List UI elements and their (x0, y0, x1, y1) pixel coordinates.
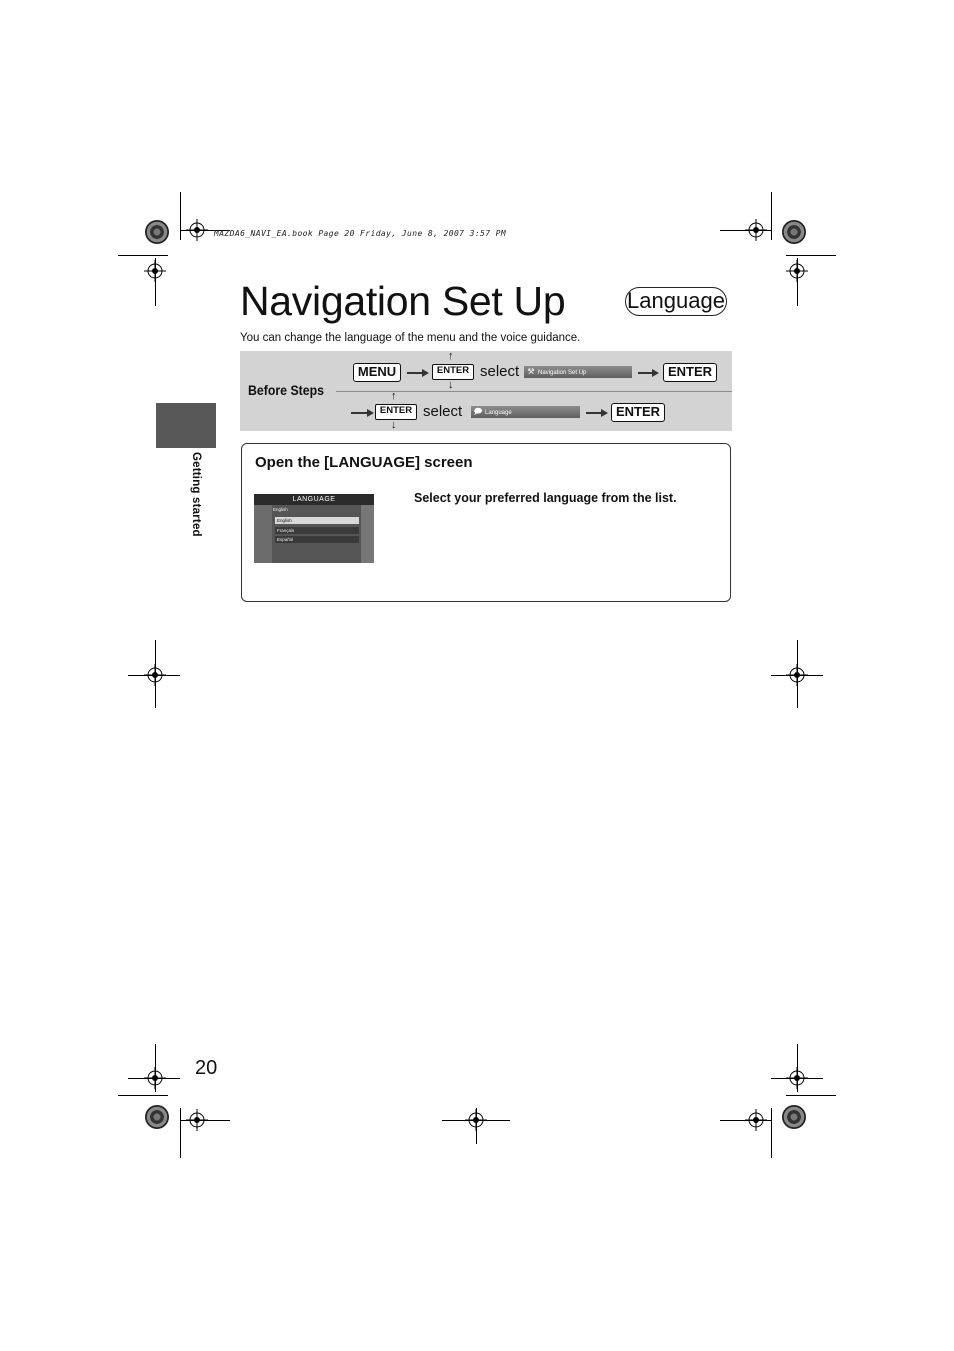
arrow-down-icon: ↓ (391, 419, 397, 431)
registration-mark-icon (786, 260, 808, 282)
chapter-label: Getting started (190, 452, 202, 537)
registration-mark-icon (745, 1109, 767, 1131)
before-steps-panel (240, 351, 732, 431)
registration-mark-icon (786, 664, 808, 686)
registration-mark-icon (786, 1067, 808, 1089)
select-word: select (423, 403, 463, 420)
enter-key-small: ENTER (375, 404, 417, 420)
arrow-right-icon (638, 372, 654, 374)
arrow-up-icon: ↑ (391, 390, 397, 402)
menu-item-label: Language (485, 410, 512, 416)
intro-text: You can change the language of the menu and the voice guidance. (240, 332, 581, 344)
enter-key: ENTER (611, 403, 665, 422)
color-target-icon (145, 1105, 169, 1129)
menu-item-label: Navigation Set Up (538, 370, 587, 376)
screen-current-language: English (273, 507, 288, 512)
page-title: Navigation Set Up (240, 278, 566, 324)
section-pill: Language (625, 287, 727, 316)
select-word: select (480, 363, 520, 380)
registration-mark-icon (745, 219, 767, 241)
arrow-right-icon (407, 372, 424, 374)
menu-item-language (471, 406, 580, 418)
menu-item-navigation-set-up (524, 366, 632, 378)
color-target-icon (145, 220, 169, 244)
arrow-right-icon (586, 412, 603, 414)
arrow-right-icon (351, 412, 369, 414)
step-card (241, 443, 731, 602)
enter-key: ENTER (663, 363, 717, 382)
before-steps-label: Before Steps (248, 382, 324, 398)
chapter-tab (156, 403, 216, 448)
color-target-icon (782, 1105, 806, 1129)
screen-side-column (254, 505, 272, 563)
menu-key: MENU (353, 363, 401, 382)
language-screen-thumbnail (254, 494, 374, 563)
registration-mark-icon (144, 260, 166, 282)
speech-bubble-icon: 🗩 (473, 407, 483, 416)
language-option: Français (275, 527, 359, 534)
arrow-up-icon: ↑ (448, 350, 454, 362)
language-option: English (275, 517, 359, 524)
arrow-down-icon: ↓ (448, 379, 454, 391)
page-number: 20 (195, 1057, 218, 1079)
registration-mark-icon (465, 1109, 487, 1131)
enter-key-small: ENTER (432, 364, 474, 380)
wrench-icon: ⚒ (527, 367, 535, 376)
registration-mark-icon (144, 664, 166, 686)
registration-mark-icon (186, 219, 208, 241)
step-title: Open the [LANGUAGE] screen (255, 454, 473, 471)
language-option: Español (275, 536, 359, 543)
color-target-icon (782, 220, 806, 244)
print-slug: MAZDA6_NAVI_EA.book Page 20 Friday, June 8, 2007 3:57 PM (214, 229, 507, 238)
registration-mark-icon (186, 1109, 208, 1131)
screen-edge (361, 505, 374, 563)
step-instruction: Select your preferred language from the list. (414, 491, 677, 505)
screen-header: LANGUAGE (254, 494, 374, 505)
registration-mark-icon (144, 1067, 166, 1089)
